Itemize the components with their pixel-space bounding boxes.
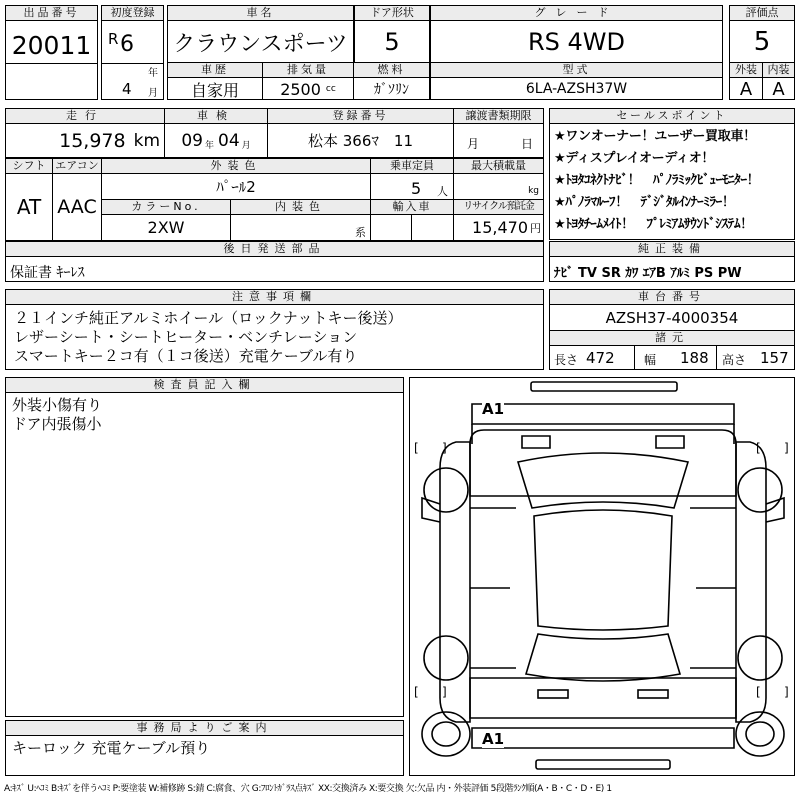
interior-grade-label: 内装 (763, 63, 794, 78)
plate-box (267, 108, 454, 158)
genuine-equipment-label: 純正装備 (550, 242, 794, 257)
later-parts-value: 保証書 ｷｰﾚｽ (10, 265, 85, 281)
interior-color-unit: 系 (355, 226, 366, 239)
aircon-box (52, 158, 102, 241)
recycle-box (453, 199, 544, 241)
displacement-label: 排気量 (263, 63, 353, 78)
lot-number-box (5, 5, 98, 100)
office-label: 事務局よりご案内 (6, 721, 403, 736)
genuine-equipment-value: ﾅﾋﾞ TV SR ｶﾜ ｴｱB ｱﾙﾐ PS PW (554, 266, 742, 281)
model-code-label: 型式 (431, 63, 722, 78)
interior-grade-value: A (772, 78, 785, 100)
notes-line: スマートキー２コ有（１コ後送）充電ケーブル有り (14, 347, 358, 365)
mileage-unit: km (133, 130, 160, 151)
sales-point-item: ★ﾄﾖﾀﾁｰﾑﾒｲﾄ！ ﾌﾟﾚﾐｱﾑｻｳﾝﾄﾞｼｽﾃﾑ！ (554, 217, 753, 232)
exterior-grade-box (729, 62, 763, 100)
spec-length-label: 長さ (554, 353, 579, 367)
svg-text:[: [ (756, 685, 761, 699)
sales-point-item: ★ﾊﾟﾉﾗﾏﾙｰﾌ！ ﾃﾞｼﾞﾀﾙｲﾝﾅｰﾐﾗｰ！ (554, 195, 735, 210)
notes-box (5, 289, 544, 370)
inspection-month-unit: 月 (241, 141, 251, 151)
spec-width-value: 188 (680, 349, 709, 367)
fuel-label: 燃料 (354, 63, 429, 78)
grade-box (430, 5, 723, 63)
sales-point-item: ★ワンオーナー！ユーザー買取車！ (554, 129, 756, 144)
svg-text:]: ] (442, 685, 447, 699)
first-registration-month-unit: 月 (148, 88, 158, 99)
inspector-box (5, 377, 404, 717)
score-box (729, 5, 795, 63)
exterior-color-box (101, 158, 371, 200)
chassis-number-value: AZSH37-4000354 (605, 308, 739, 327)
capacity-unit: 人 (437, 185, 448, 198)
mileage-box (5, 108, 165, 158)
lot-number-value: 20011 (11, 31, 92, 60)
interior-color-box (230, 199, 371, 241)
model-code-value: 6LA-AZSH37W (525, 81, 628, 97)
recycle-unit: 円 (530, 221, 541, 235)
history-label: 車歴 (168, 63, 262, 78)
door-type-label: ドア形状 (355, 6, 429, 21)
import-label: 輸入車 (371, 200, 453, 215)
displacement-unit: cc (325, 84, 336, 94)
history-value: 自家用 (190, 80, 239, 100)
interior-color-label: 内装色 (231, 200, 370, 215)
first-registration-year: 6 (120, 32, 134, 57)
svg-text:[: [ (414, 441, 419, 455)
damage-diagram-box (409, 377, 795, 776)
spec-height-label: 高さ (722, 353, 747, 367)
chassis-number-label: 車台番号 (550, 290, 794, 305)
history-box (167, 62, 263, 100)
shift-label: シフト (6, 159, 52, 174)
inspection-box (164, 108, 268, 158)
aircon-label: エアコン (53, 159, 101, 174)
specs-box (549, 330, 795, 370)
notes-line: レザーシート・シートヒーター・ベンチレーション (14, 328, 358, 346)
fuel-box (353, 62, 430, 100)
displacement-box (262, 62, 354, 100)
plate-value: 松本 366ﾏ 11 (308, 132, 413, 150)
car-outline-diagram (410, 378, 795, 776)
inspector-line: ドア内張傷小 (12, 415, 102, 433)
grade-value: RS 4WD (527, 28, 626, 56)
interior-grade-box (762, 62, 795, 100)
score-value: 5 (753, 27, 771, 57)
inspector-line: 外装小傷有り (12, 396, 103, 414)
first-registration-era: R (108, 30, 119, 48)
damage-mark-front: A1 (482, 400, 505, 418)
grade-label: グレード (431, 6, 722, 21)
svg-text:]: ] (784, 441, 789, 455)
mileage-label: 走行 (6, 109, 164, 124)
sales-points-box (549, 108, 795, 240)
svg-text:[: [ (414, 685, 419, 699)
exterior-grade-value: A (739, 78, 753, 100)
later-parts-label: 後日発送部品 (6, 242, 543, 257)
sales-point-item: ★ディスプレイオーディオ！ (554, 151, 715, 166)
mileage-value: 15,978 (59, 129, 126, 152)
first-registration-label: 初度登録 (102, 6, 163, 21)
sales-point-item: ★ﾄﾖﾀｺﾈｸﾄﾅﾋﾞ！ ﾊﾟﾉﾗﾐｯｸﾋﾞｭｰﾓﾆﾀｰ！ (554, 173, 760, 188)
shift-box (5, 158, 53, 241)
recycle-value: 15,470 (472, 218, 528, 237)
svg-text:[: [ (756, 441, 761, 455)
plate-label: 登録番号 (268, 109, 453, 124)
office-value: キーロック 充電ケーブル預り (12, 739, 211, 757)
transfer-day-unit: 日 (521, 137, 534, 151)
recycle-label: リサイクル預託金 (454, 200, 543, 215)
genuine-equipment-box (549, 241, 795, 282)
notes-line: ２１インチ純正アルミホイール（ロックナットキー後送） (14, 309, 403, 327)
lot-number-label: 出品番号 (6, 6, 97, 21)
svg-text:]: ] (784, 685, 789, 699)
sales-points-label: セールスポイント (550, 109, 794, 124)
spec-height-value: 157 (760, 349, 789, 367)
exterior-grade-label: 外装 (730, 63, 762, 78)
exterior-color-value: ﾊﾟｰﾙ2 (216, 178, 256, 196)
aircon-value: AAC (57, 196, 97, 218)
inspection-year-unit: 年 (204, 141, 214, 151)
color-number-value: 2XW (147, 218, 185, 237)
max-load-unit: kg (528, 186, 539, 196)
car-name-box (167, 5, 354, 63)
first-registration-year-unit: 年 (148, 68, 158, 79)
transfer-deadline-label: 譲渡書類期限 (454, 109, 543, 124)
spec-width-label: 幅 (644, 353, 657, 367)
max-load-box (453, 158, 544, 200)
inspector-label: 検査員記入欄 (6, 378, 403, 393)
door-type-box (354, 5, 430, 63)
exterior-color-label: 外装色 (102, 159, 370, 174)
first-registration-box (101, 5, 164, 100)
capacity-box (370, 158, 454, 200)
inspection-label: 車検 (165, 109, 267, 124)
capacity-value: 5 (411, 179, 422, 198)
svg-text:]: ] (442, 441, 447, 455)
max-load-label: 最大積載量 (454, 159, 543, 174)
car-name-label: 車名 (168, 6, 353, 21)
model-code-box (430, 62, 723, 100)
damage-mark-rear: A1 (482, 730, 505, 748)
later-parts-box (5, 241, 544, 282)
inspection-month: 04 (218, 130, 240, 151)
capacity-label: 乗車定員 (371, 159, 453, 174)
chassis-number-box (549, 289, 795, 331)
notes-label: 注意事項欄 (6, 290, 543, 305)
office-box (5, 720, 404, 776)
specs-label: 諸元 (550, 331, 794, 346)
transfer-deadline-box (453, 108, 544, 158)
inspection-year: 09 (181, 130, 203, 151)
car-name-value: クラウンスポーツ (173, 31, 348, 57)
damage-legend: A:ｷｽﾞ U:ﾍｺﾐ B:ｷｽﾞを伴うﾍｺﾐ P:要塗装 W:補修跡 S:錆 C:腐食、穴 G:ﾌﾛﾝﾄｶﾞﾗｽ点ｷｽﾞ XX:交換済み X:要交換 欠:欠品 内・外装評価 5段階ﾗﾝｸ順(A・B・C・D・E) 1 (4, 784, 612, 794)
color-number-box (101, 199, 231, 241)
first-registration-month: 4 (122, 80, 132, 98)
score-label: 評価点 (730, 6, 794, 21)
spec-length-value: 472 (586, 349, 615, 367)
displacement-value: 2500 (280, 79, 321, 99)
transfer-month-unit: 月 (467, 137, 480, 151)
fuel-value: ｶﾞｿﾘﾝ (374, 82, 409, 98)
color-number-label: カラーNo. (102, 200, 230, 215)
door-type-value: 5 (384, 28, 400, 56)
shift-value: AT (16, 195, 42, 219)
import-box (370, 199, 454, 241)
